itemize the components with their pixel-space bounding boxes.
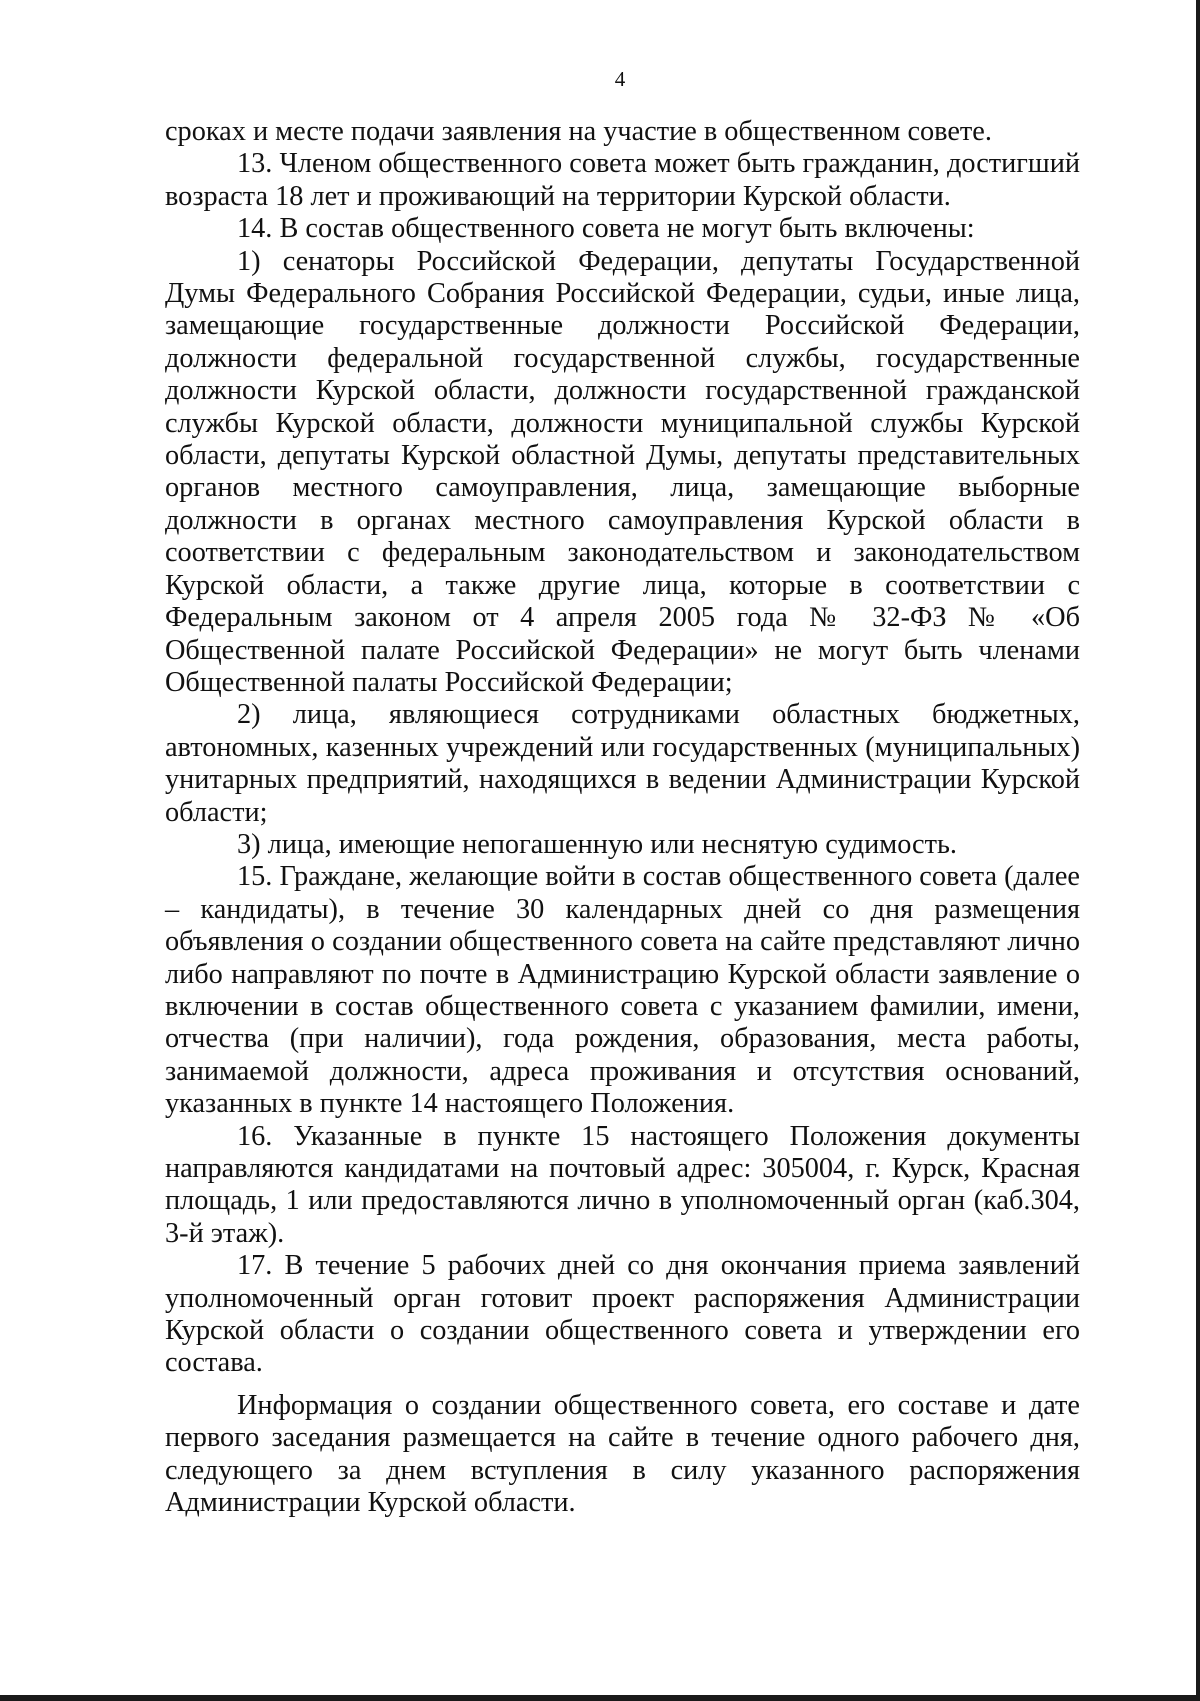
page-number: 4 — [614, 67, 626, 91]
paragraph-item-14-subitem-1: 1) сенаторы Российской Федерации, депутаты Государственной Думы Федерального Собрания Российской Федерации, судьи, иные лица, замещающие государственные должности Российской Федерации, должности федеральной государственной службы, государственные должности Курской области, должности государственной гражданской службы Курской области, должности муниципальной службы Курской области, депутаты Курской областной Думы, депутаты представительных органов местного самоуправления, лица, замещающие выборные должности в органах местного самоуправления Курской области в соответствии с федеральным законодательством и законодательством Курской области, а также другие лица, которые в соответствии с Федеральным законом от 4 апреля 2005 года № 32-ФЗ № «Об Общественной палате Российской Федерации» не могут быть членами Общественной палаты Российской Федерации; — [165, 245, 1080, 698]
paragraph-item-17: 17. В течение 5 рабочих дней со дня окончания приема заявлений уполномоченный орган готовит проект распоряжения Администрации Курской области о создании общественного совета и утверждении его состава. — [165, 1250, 1080, 1379]
paragraph-item-13: 13. Членом общественного совета может быть гражданин, достигший возраста 18 лет и проживающий на территории Курской области. — [165, 148, 1080, 212]
document-body — [165, 116, 1080, 1519]
paragraph-continuation: сроках и месте подачи заявления на участие в общественном совете. — [165, 116, 992, 147]
paragraph-item-15: 15. Граждане, желающие войти в состав общественного совета (далее – кандидаты), в течение 30 календарных дней со дня размещения объявления о создании общественного совета на сайте представляют лично либо направляют по почте в Администрацию Курской области заявление о включении в состав общественного совета с указанием фамилии, имени, отчества (при наличии), года рождения, образования, места работы, занимаемой должности, адреса проживания и отсутствия оснований, указанных в пункте 14 настоящего Положения. — [165, 861, 1080, 1120]
paragraph-item-14: 14. В состав общественного совета не могут быть включены: — [237, 213, 975, 245]
paragraph-item-16: 16. Указанные в пункте 15 настоящего Положения документы направляются кандидатами на почтовый адрес: 305004, г. Курск, Красная площадь, 1 или предоставляются лично в уполномоченный орган (каб.304, 3-й этаж). — [165, 1120, 1080, 1249]
paragraph-item-14-subitem-3: 3) лица, имеющие непогашенную или неснятую судимость. — [237, 828, 957, 860]
paragraph-information: Информация о создании общественного совета, его составе и дате первого заседания размещается на сайте в течение одного рабочего дня, следующего за днем вступления в силу указанного распоряжения Администрации Курской области. — [165, 1389, 1080, 1519]
scan-edge-bottom — [0, 1695, 1200, 1701]
paragraph-item-14-subitem-2: 2) лица, являющиеся сотрудниками областных бюджетных, автономных, казенных учреждений или государственных (муниципальных) унитарных предприятий, находящихся в ведении Администрации Курской области; — [165, 699, 1080, 828]
scan-edge-right — [1196, 0, 1200, 1701]
